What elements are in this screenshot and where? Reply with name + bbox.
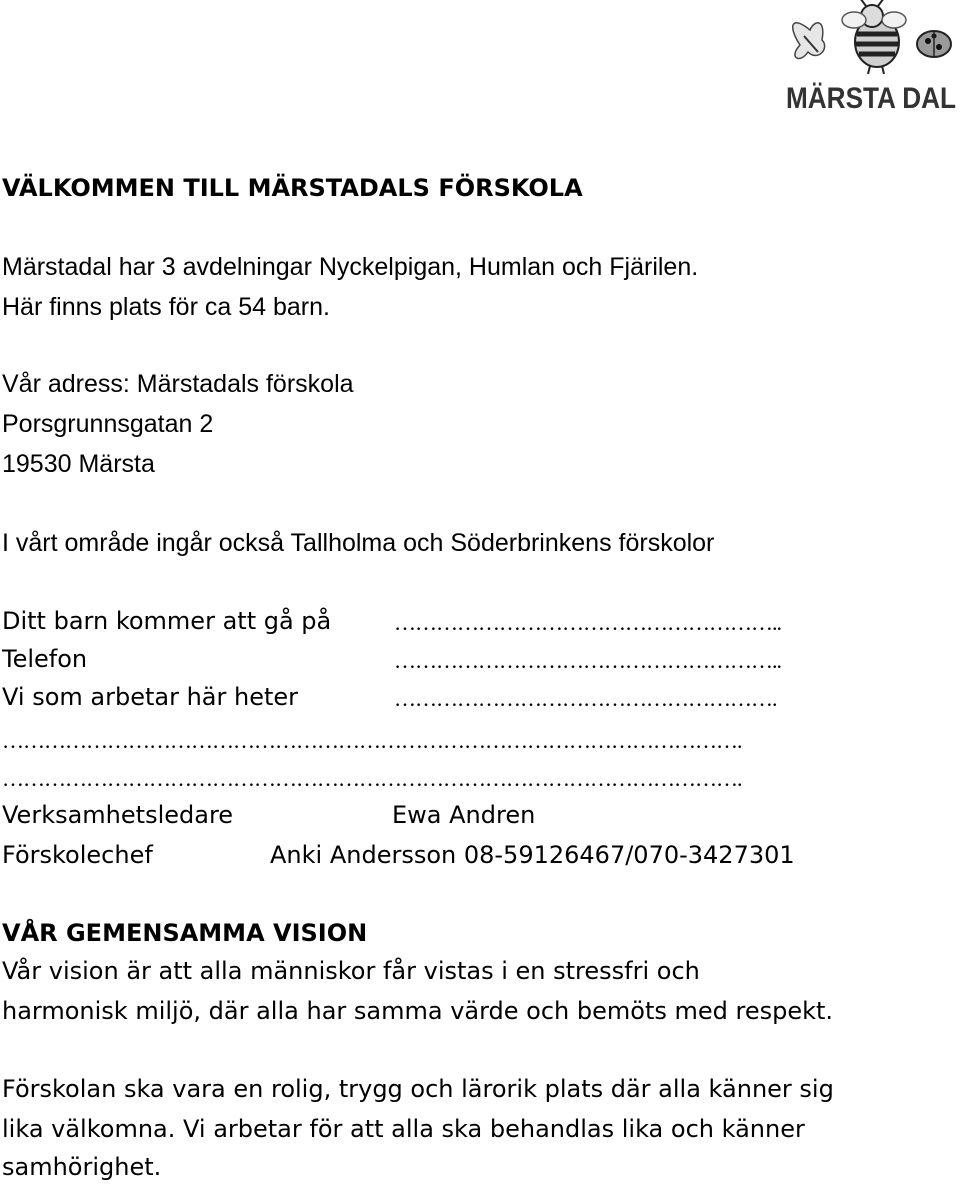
address-line-1: Vår adress: Märstadals förskola bbox=[2, 370, 354, 398]
closing-line-1: Förskolan ska vara en rolig, trygg och lärorik plats där alla känner sig bbox=[2, 1075, 834, 1103]
leader-title: Verksamhetsledare bbox=[2, 801, 234, 829]
chief-contact: Anki Andersson 08-59126467/070-3427301 bbox=[270, 841, 795, 869]
page-title: VÄLKOMMEN TILL MÄRSTADALS FÖRSKOLA bbox=[2, 174, 583, 202]
marstadal-logo bbox=[782, 0, 960, 118]
closing-line-2: lika välkomna. Vi arbetar för att alla ska behandlas lika och känner bbox=[2, 1115, 805, 1143]
address-line-3: 19530 Märsta bbox=[2, 450, 155, 478]
blank-line-2: ……………………………………………………………………………………………. bbox=[2, 766, 742, 791]
intro-line-2: Här finns plats för ca 54 barn. bbox=[2, 293, 330, 321]
vision-line-1: Vår vision är att alla människor får vistas i en stressfri och bbox=[2, 957, 700, 985]
bee-butterfly-ladybug-logo-icon bbox=[782, 0, 960, 118]
form-label-staff: Vi som arbetar här heter bbox=[2, 683, 299, 711]
form-blank-phone: ……………………………………………….. bbox=[394, 648, 781, 673]
vision-title: VÅR GEMENSAMMA VISION bbox=[2, 919, 368, 947]
intro-line-1: Märstadal har 3 avdelningar Nyckelpigan, Humlan och Fjärilen. bbox=[2, 253, 699, 281]
address-line-2: Porsgrunnsgatan 2 bbox=[2, 410, 214, 438]
closing-line-3: samhörighet. bbox=[2, 1153, 162, 1181]
form-blank-group: ……………………………………………….. bbox=[394, 610, 781, 635]
form-blank-staff: ………………………………………………. bbox=[394, 686, 777, 711]
form-label-group: Ditt barn kommer att gå på bbox=[2, 607, 332, 635]
leader-name: Ewa Andren bbox=[392, 801, 536, 829]
blank-line-1: ……………………………………………………………………………………………. bbox=[2, 728, 742, 753]
area-note: I vårt område ingår också Tallholma och Söderbrinkens förskolor bbox=[2, 529, 715, 557]
chief-title: Förskolechef bbox=[2, 841, 153, 869]
logo-text: MÄRSTA DAL bbox=[786, 82, 956, 115]
vision-line-2: harmonisk miljö, där alla har samma värde och bemöts med respekt. bbox=[2, 997, 834, 1025]
form-label-phone: Telefon bbox=[2, 645, 88, 673]
